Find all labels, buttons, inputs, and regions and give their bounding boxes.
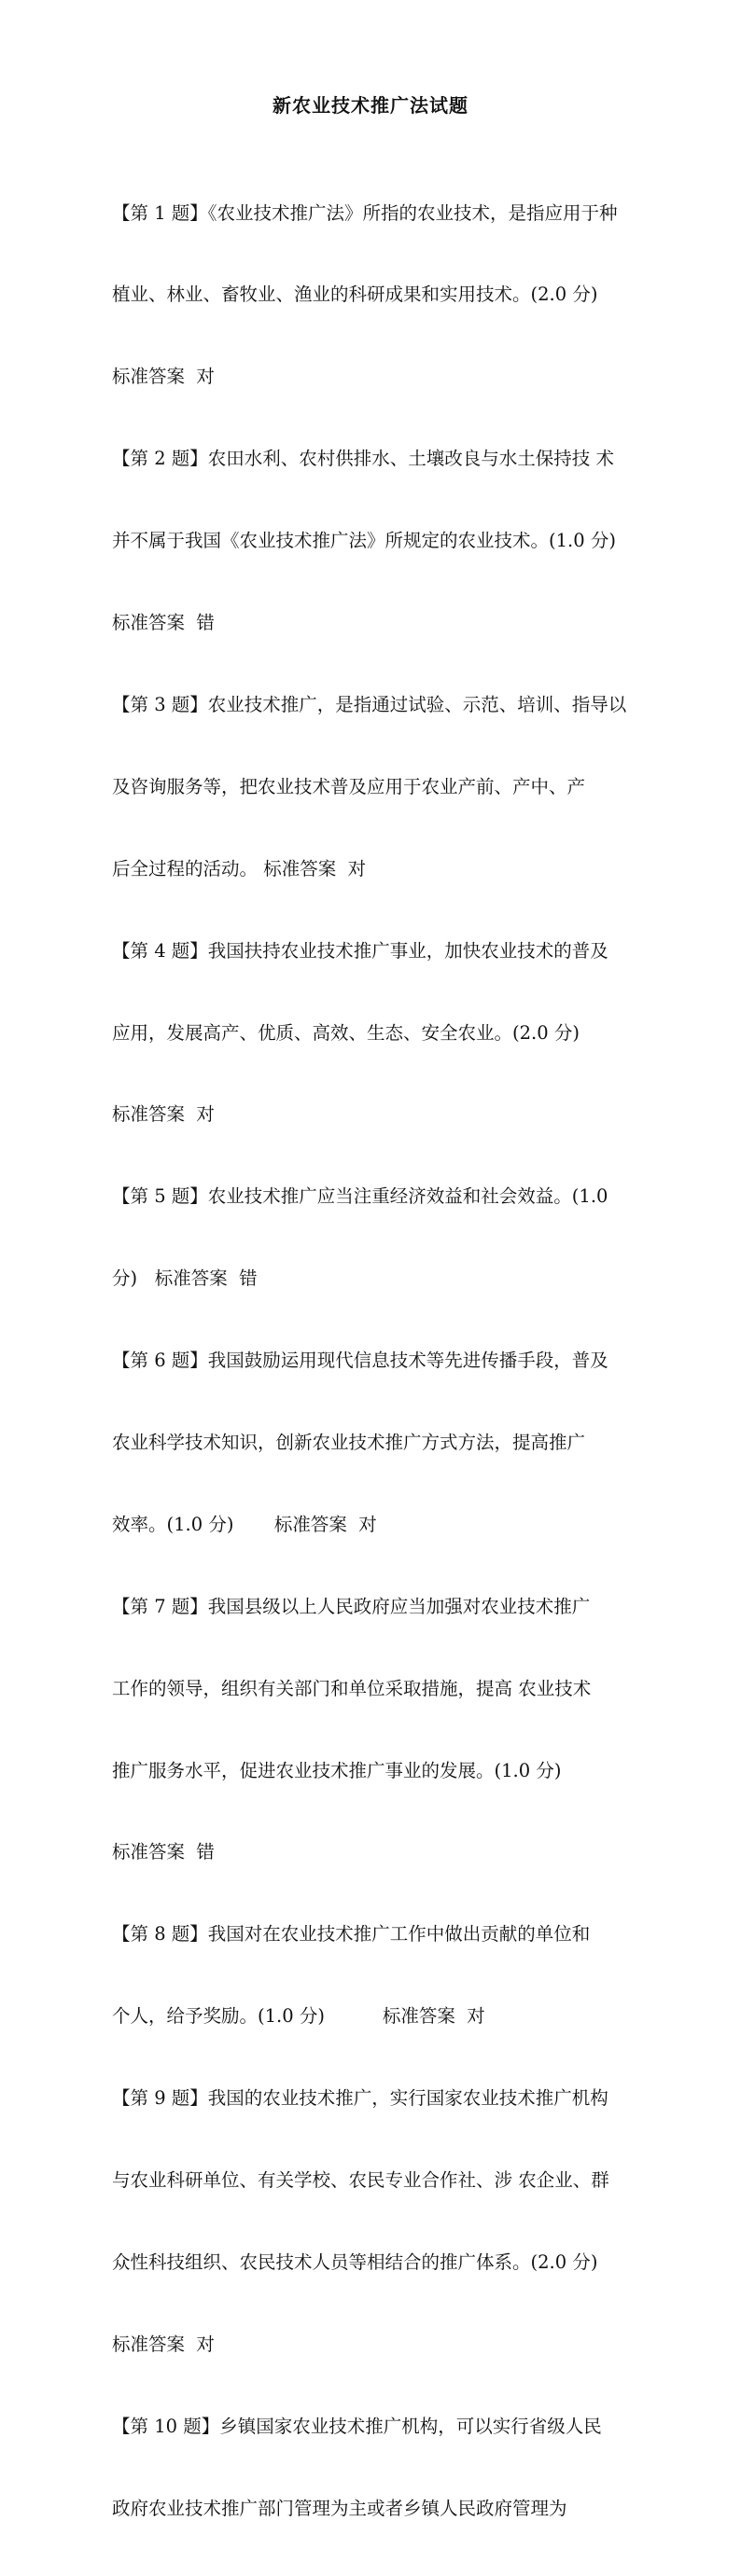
text-line: 与农业科研单位、有关学校、农民专业合作社、涉 农企业、群 — [112, 2168, 609, 2191]
text-line: 标准答案 对 — [112, 1103, 215, 1126]
text-line: 【第 8 题】我国对在农业技术推广工作中做出贡献的单位和 — [112, 1923, 591, 1946]
text-line: 众性科技组织、农民技术人员等相结合的推广体系。(2.0 分) — [112, 2251, 598, 2273]
question-body — [112, 145, 630, 2576]
text-line: 后全过程的活动。 标准答案 对 — [112, 857, 367, 879]
text-line: 植业、林业、畜牧业、渔业的科研成果和实用技术。(2.0 分) — [112, 284, 598, 306]
text-line: 【第 9 题】我国的农业技术推广，实行国家农业技术推广机构 — [112, 2087, 608, 2110]
text-line: 标准答案 对 — [112, 2333, 215, 2355]
text-line: 【第 3 题】农业技术推广，是指通过试验、示范、培训、指导以 — [112, 693, 627, 715]
text-line: 【第 10 题】乡镇国家农业技术推广机构，可以实行省级人民 — [112, 2415, 602, 2437]
document-title: 新农业技术推广法试题 — [273, 94, 468, 117]
text-line: 【第 7 题】我国县级以上人民政府应当加强对农业技术推广 — [112, 1595, 591, 1617]
text-line: 【第 2 题】农田水利、农村供排水、土壤改良与水土保持技 术 — [112, 448, 615, 470]
text-line: 标准答案 错 — [112, 612, 215, 634]
text-line: 并不属于我国《农业技术推广法》所规定的农业技术。(1.0 分) — [112, 530, 616, 552]
text-line: 标准答案 错 — [112, 1841, 215, 1863]
text-line: 标准答案 对 — [112, 366, 215, 388]
text-line: 应用，发展高产、优质、高效、生态、安全农业。(2.0 分) — [112, 1021, 580, 1044]
text-line: 【第 4 题】我国扶持农业技术推广事业，加快农业技术的普及 — [112, 939, 608, 962]
text-line: 推广服务水平，促进农业技术推广事业的发展。(1.0 分) — [112, 1759, 562, 1781]
text-line: 工作的领导，组织有关部门和单位采取措施，提高 农业技术 — [112, 1677, 592, 1699]
text-line: 分) 标准答案 错 — [112, 1267, 258, 1290]
text-line: 【第 1 题】《农业技术推广法》所指的农业技术，是指应用于种 — [112, 201, 618, 224]
text-line: 【第 6 题】我国鼓励运用现代信息技术等先进传播手段，普及 — [112, 1350, 608, 1372]
text-line: 【第 5 题】农业技术推广应当注重经济效益和社会效益。(1.0 — [112, 1185, 608, 1208]
text-line: 及咨询服务等，把农业技术普及应用于农业产前、产中、产 — [112, 775, 586, 797]
text-line: 农业科学技术知识，创新农业技术推广方式方法，提高推广 — [112, 1431, 586, 1453]
text-line: 政府农业技术推广部门管理为主或者乡镇人民政府管理为 — [112, 2497, 567, 2519]
text-line: 效率。(1.0 分) 标准答案 对 — [112, 1513, 377, 1535]
text-line: 个人，给予奖励。(1.0 分) 标准答案 对 — [112, 2005, 485, 2028]
